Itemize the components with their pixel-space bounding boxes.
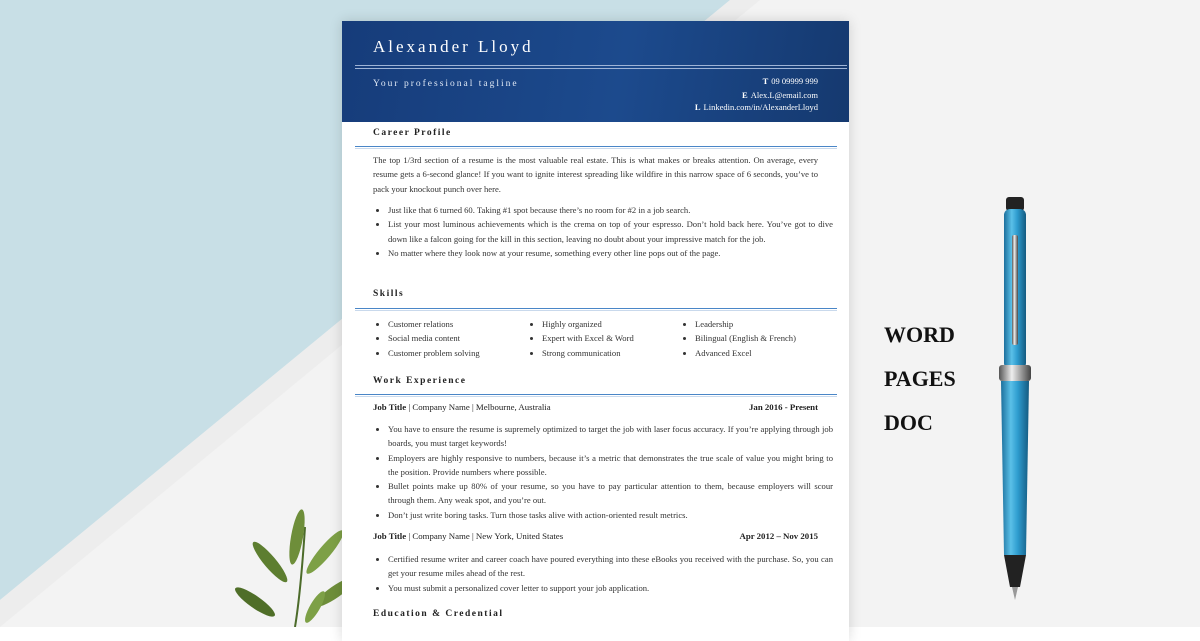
section-title-career-profile: Career Profile xyxy=(373,128,452,138)
contact-phone: T 09 09999 999 xyxy=(762,76,818,86)
header-divider xyxy=(355,65,847,66)
job-company: | Company Name | New York, United States xyxy=(406,531,564,541)
job-company: | Company Name | Melbourne, Australia xyxy=(406,402,551,412)
section-divider xyxy=(355,396,837,397)
job-title: Job Title xyxy=(373,531,407,541)
job-bullets xyxy=(373,422,833,522)
section-title-work-experience: Work Experience xyxy=(373,376,467,386)
format-label-doc: DOC xyxy=(884,410,933,435)
list-item: • Advanced Excel xyxy=(695,346,849,360)
section-divider xyxy=(355,308,837,309)
list-item: • You must submit a personalized cover letter to support your job application. xyxy=(388,581,833,595)
list-item: • List your most luminous achievements which is the crema on top of your espresso. Don’t hold back here. You’ve got to dive down like a falcon going for the kill in this section, leaving no doubt about your impressive match for the job. xyxy=(388,217,833,246)
list-item: • Highly organized xyxy=(542,317,692,331)
list-item: • Customer problem solving xyxy=(388,346,538,360)
section-divider xyxy=(355,310,837,311)
list-item: • Strong communication xyxy=(542,346,692,360)
resume-tagline: Your professional tagline xyxy=(373,79,519,89)
list-item: • Bilingual (English & French) xyxy=(695,331,849,345)
section-title-skills: Skills xyxy=(373,289,405,299)
job-bullets xyxy=(373,552,833,595)
section-divider xyxy=(355,146,837,147)
section-divider xyxy=(355,394,837,395)
resume-header xyxy=(342,21,849,122)
list-item: • Certified resume writer and career coach have poured everything into these eBooks you received with the purchase. So, you can get your resume miles ahead of the rest. xyxy=(388,552,833,581)
list-item: • Expert with Excel & Word xyxy=(542,331,692,345)
header-divider xyxy=(355,68,847,69)
list-item: • Leadership xyxy=(695,317,849,331)
job-heading xyxy=(373,402,818,412)
skills-column-2 xyxy=(527,317,692,360)
career-profile-bullets xyxy=(373,203,833,260)
job-title: Job Title xyxy=(373,402,407,412)
resume-name: Alexander Lloyd xyxy=(373,37,534,56)
list-item: • Don’t just write boring tasks. Turn those tasks alive with action-oriented result metrics. xyxy=(388,508,833,522)
skills-column-1 xyxy=(373,317,538,360)
pen-image xyxy=(990,195,1040,605)
section-title-education: Education & Credential xyxy=(373,609,504,619)
list-item: • Just like that 6 turned 60. Taking #1 spot because there’s no room for #2 in a job search. xyxy=(388,203,833,217)
contact-linkedin: L Linkedin.com/in/AlexanderLloyd xyxy=(694,102,818,112)
skills-column-3 xyxy=(680,317,849,360)
job-dates: Apr 2012 – Nov 2015 xyxy=(739,531,818,541)
list-item: • Bullet points make up 80% of your resume, so you have to pay particular attention to them, because employers will scour through them. Any weak spot, and you’re out. xyxy=(388,479,833,508)
format-label-pages: PAGES xyxy=(884,366,956,391)
list-item: • Employers are highly responsive to numbers, because it’s a metric that demonstrates the true scale of value you might bring to the position. Provide numbers where possible. xyxy=(388,451,833,480)
job-dates: Jan 2016 - Present xyxy=(749,402,818,412)
list-item: • You have to ensure the resume is supremely optimized to target the job with laser focus accuracy. If you’re applying through job boards, you must target keywords! xyxy=(388,422,833,451)
list-item: • Customer relations xyxy=(388,317,538,331)
list-item: • Social media content xyxy=(388,331,538,345)
format-label-word: WORD xyxy=(884,322,955,347)
contact-email: E Alex.L@email.com xyxy=(742,90,818,100)
job-heading xyxy=(373,531,818,541)
list-item: • No matter where they look now at your resume, something every other line pops out of the page. xyxy=(388,246,833,260)
section-divider xyxy=(355,148,837,149)
career-profile-text: The top 1/3rd section of a resume is the most valuable real estate. This is what makes or breaks attention. On average, every resume gets a 6-second glance! If you want to ignite interest spreading like wildfire in this narrow space of 6 seconds, you’ve to pack your knockout punch over here. xyxy=(373,155,818,194)
resume-page xyxy=(342,21,849,641)
